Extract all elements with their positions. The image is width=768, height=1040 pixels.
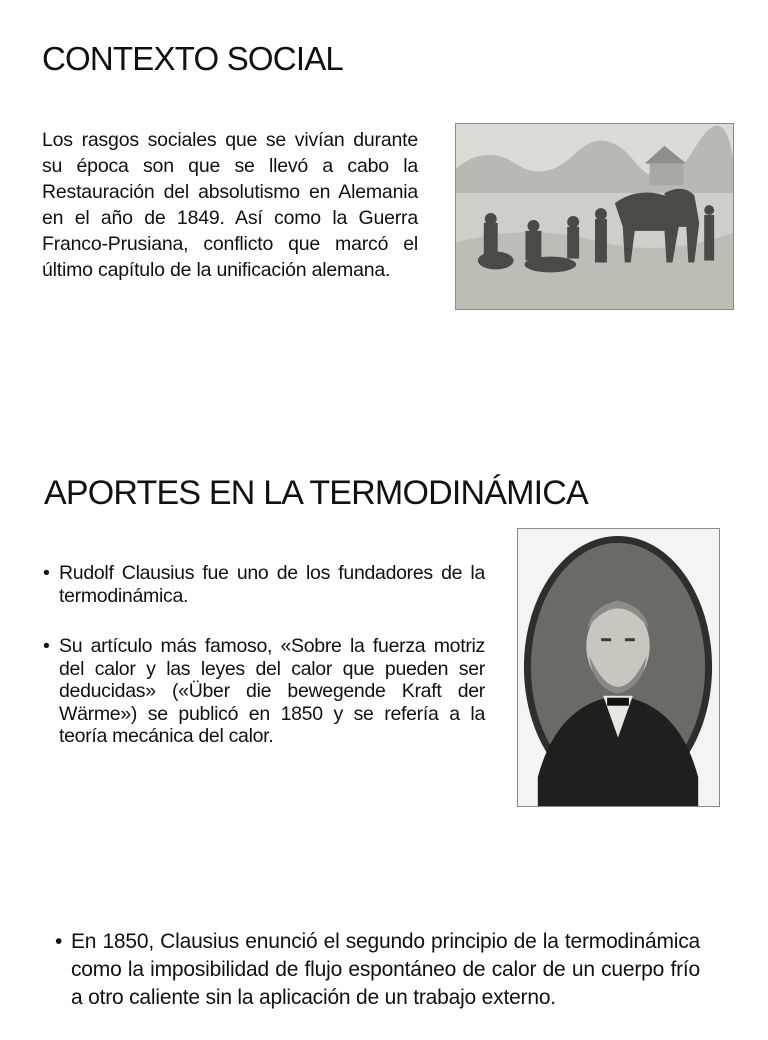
bullet-marker: • (55, 930, 63, 953)
body-paragraph: Los rasgos sociales que se vivían durante su época son que se llevó a cabo la Restauración del absolutismo en Alemania en el año de 1849. Así como la Guerra Franco-Prusiana, conflicto que marcó el último capítulo de la unificación alemana. (42, 129, 418, 281)
clausius-portrait-image (517, 528, 720, 807)
bullet-item (55, 928, 700, 1012)
bullet-text: En 1850, Clausius enunció el segundo principio de la termodinámica como la imposibilidad de flujo espontáneo de calor de un cuerpo frío a otro caliente sin la aplicación de un trabajo externo. (71, 930, 700, 1009)
slide-title: APORTES EN LA TERMODINÁMICA (44, 474, 588, 512)
bullet-list (55, 928, 700, 1040)
slide-contexto-social (0, 0, 768, 420)
bullet-marker: • (43, 562, 50, 584)
bullet-marker: • (43, 635, 50, 657)
bullet-item (43, 562, 485, 607)
slide-aportes-termodinamica (0, 420, 768, 900)
war-engraving-image (455, 123, 734, 310)
bullet-text: Su artículo más famoso, «Sobre la fuerza motriz del calor y las leyes del calor que pueden ser deducidas» («Über die bewegende Kraft der Wärme») se publicó en 1850 y se refería a la teoría mecánica del calor. (59, 635, 485, 747)
bullet-item (43, 635, 485, 748)
bullet-text: Rudolf Clausius fue uno de los fundadores de la termodinámica. (59, 562, 485, 607)
slide-title: CONTEXTO SOCIAL (42, 40, 343, 77)
bullet-list (43, 562, 485, 776)
portrait-illustration (518, 529, 719, 806)
engraving-illustration (456, 124, 733, 309)
slide-segundo-principio (0, 900, 768, 1024)
